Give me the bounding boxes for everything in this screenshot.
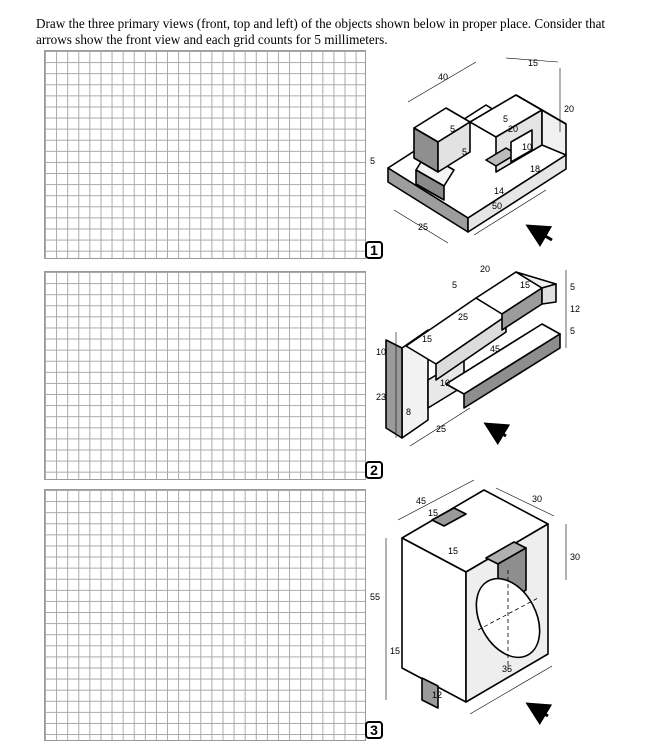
dim-2-d: 25 — [458, 312, 469, 322]
front-view-arrow-1 — [528, 226, 552, 240]
dim-2-g: 12 — [570, 304, 581, 314]
dim-2-j: 10 — [376, 347, 387, 357]
instructions-line-2: arrows show the front view and each grid counts for 5 millimeters. — [36, 32, 388, 47]
dim-1-a: 40 — [438, 72, 449, 82]
problem-number-1: 1 — [365, 241, 383, 259]
dim-2-m: 8 — [406, 407, 412, 417]
dim-1-i: 18 — [530, 164, 541, 174]
dim-2-h: 5 — [570, 326, 576, 336]
dim-3-i: 35 — [502, 664, 513, 674]
isometric-figures — [366, 50, 664, 745]
dim-1-h: 10 — [522, 142, 533, 152]
dim-3-g: 15 — [390, 646, 401, 656]
dim-2-e: 15 — [422, 334, 433, 344]
dim-3-h: 12 — [432, 690, 443, 700]
dim-2-c: 5 — [452, 280, 458, 290]
problem-number-3: 3 — [365, 721, 383, 739]
dim-2-k: 10 — [440, 378, 451, 388]
dim-1-m: 5 — [370, 156, 376, 166]
instructions — [36, 16, 636, 48]
dim-3-a: 45 — [416, 496, 427, 506]
dim-3-c: 30 — [532, 494, 543, 504]
problem-number-2: 2 — [365, 461, 383, 479]
dim-2-l: 23 — [376, 392, 387, 402]
drawing-grid-3[interactable] — [44, 489, 366, 741]
drawing-grid-1[interactable] — [44, 50, 366, 259]
dim-3-d: 15 — [448, 546, 459, 556]
dim-3-b: 15 — [428, 508, 439, 518]
dim-2-n: 25 — [436, 424, 447, 434]
dim-3-f: 55 — [370, 592, 381, 602]
instructions-line-1: Draw the three primary views (front, top and left) of the objects shown below in proper place. Consider that — [36, 16, 606, 31]
object-3-drawing — [402, 490, 552, 708]
object-2-drawing — [386, 272, 560, 438]
front-view-arrow-2 — [486, 424, 506, 436]
dim-2-b: 15 — [520, 280, 531, 290]
front-view-arrow-3 — [528, 704, 548, 716]
dim-2-f: 5 — [570, 282, 576, 292]
dim-2-a: 20 — [480, 264, 491, 274]
dim-3-e: 30 — [570, 552, 581, 562]
dim-1-k: 50 — [492, 201, 503, 211]
dim-1-l: 25 — [418, 222, 429, 232]
dim-1-e: 5 — [503, 114, 509, 124]
dim-1-d: 20 — [564, 104, 575, 114]
dim-1-b: 15 — [528, 58, 539, 68]
dim-1-j: 14 — [494, 186, 505, 196]
dim-1-f: 5 — [462, 147, 468, 157]
drawing-grid-2[interactable] — [44, 271, 366, 480]
dim-1-g: 20 — [508, 124, 519, 134]
dim-2-i: 45 — [490, 344, 501, 354]
dim-1-c: 5 — [450, 124, 456, 134]
